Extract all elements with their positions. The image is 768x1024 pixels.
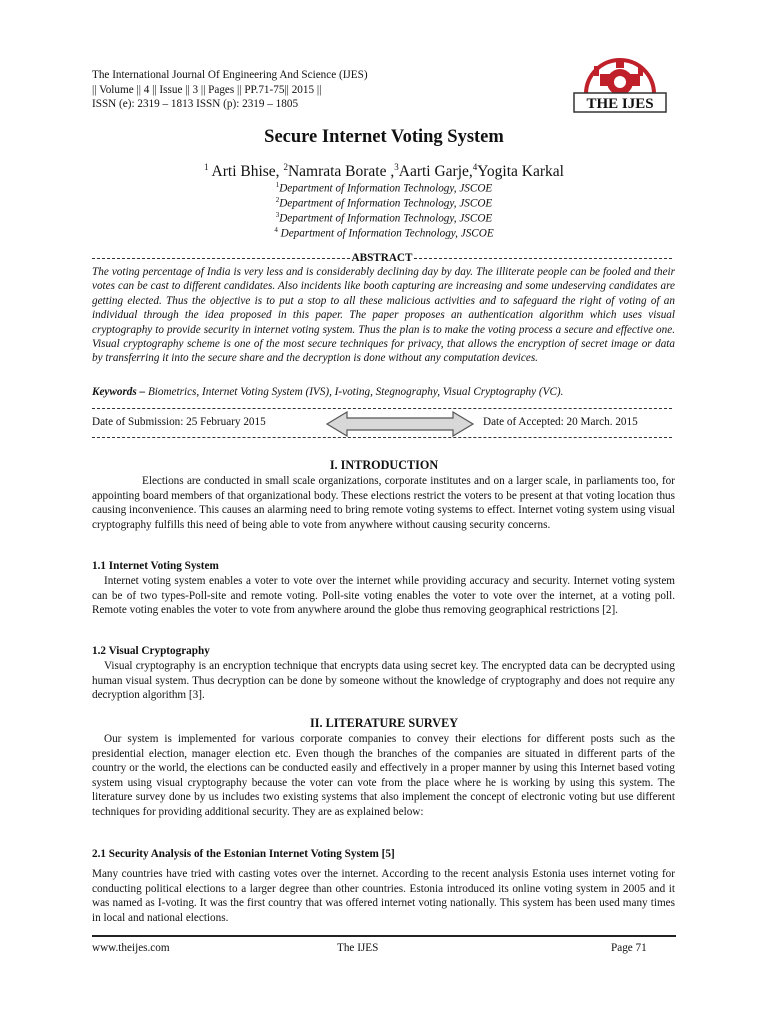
ijes-logo: [572, 52, 668, 116]
subsection-heading: 1.1 Internet Voting System: [92, 560, 219, 572]
date-accepted: Date of Accepted: 20 March. 2015: [483, 416, 638, 428]
abstract-heading: ABSTRACT: [351, 252, 413, 264]
vc-paragraph: Visual cryptography is an encryption technique that encrypts data using secret key. The encrypted data can be decrypted using human visual system. Thus decryption can be done by someone without the knowledge of cryptography and does not require any decryption algorithm [3].: [92, 660, 675, 702]
footer-rule: [92, 935, 676, 937]
ijes-logo-graphic: [572, 52, 668, 116]
subsection-heading: 2.1 Security Analysis of the Estonian Internet Voting System [5]: [92, 848, 395, 860]
subsection-heading: 1.2 Visual Cryptography: [92, 645, 210, 657]
estonia-paragraph: Many countries have tried with casting votes over the internet. According to the recent analysis Estonia uses internet voting for conducting political elections to a larger degree than other countries. Estonia introduced its online voting system in 2005 and it was named as I-voting. It was the first country that was offered internet voting nationally. This system has been used many times in local and national elections.: [92, 868, 675, 924]
author-number: 1: [204, 162, 209, 172]
footer-journal: The IJES: [337, 942, 379, 954]
author-number: 4: [472, 162, 478, 172]
affiliation: [0, 226, 768, 240]
abstract-text: The voting percentage of India is very less and is considerably declining day by day. The illiterate people can be fooled and their votes can be cast to different candidates. Also incidents like booth capturing are increasing and some undeserving candidates are getting elected. Thus the objective is to put a stop to all these malicious activities and to safeguard the right of voting of an individual through the idea proposed in this paper. The paper proposes an authentication algorithm which uses visual cryptography to provide security in internet voting system. Thus the plan is to make the voting process a secure and effective one. Visual cryptography scheme is one of the most secure techniques for privacy, that allows the encryption of secret image or data by transferring it into the secure share and the decryption is done without any computation devices.: [92, 266, 675, 365]
affiliation: [0, 181, 768, 195]
affiliation-text: Department of Information Technology, JSCOE: [277, 227, 494, 240]
dashed-rule: [92, 437, 672, 438]
keywords-text: Biometrics, Internet Voting System (IVS), I-voting, Stegnography, Visual Cryptography (VC).: [145, 386, 564, 398]
abstract-divider: [92, 251, 672, 265]
affiliation-number: 4: [274, 226, 278, 234]
author-number: 3: [394, 162, 399, 172]
author-name: Arti Bhise,: [208, 163, 284, 181]
paper-title: Secure Internet Voting System: [264, 127, 504, 147]
logo-text: THE IJES: [586, 96, 654, 112]
author-name: Namrata Borate ,: [287, 163, 395, 181]
dashed-rule: [92, 408, 672, 409]
affiliation-text: Department of Information Technology, JSCOE: [279, 212, 493, 225]
page-number: Page 71: [611, 942, 647, 954]
affiliation-text: Department of Information Technology, JSCOE: [279, 182, 493, 195]
author-list: [0, 162, 768, 181]
affiliation-number: 3: [275, 211, 280, 219]
journal-name: The International Journal Of Engineering And Science (IJES): [92, 69, 368, 81]
affiliation: [0, 196, 768, 210]
journal-header: [92, 68, 368, 112]
author-number: 2: [283, 162, 288, 172]
author-name: Yogita Karkal: [477, 163, 564, 181]
intro-paragraph: Elections are conducted in small scale organizations, corporate institutes and on a larger scale, in parliaments too, for appointing board members of that organizational body. These elections restrict the voters to be present at that voting location thus causing inconvenience. This causes an alarming need to bring remote voting systems to effect. Internet voting system using visual cryptography fulfills this need of being able to vote from anywhere without causing security concerns.: [92, 475, 675, 531]
issn-info: ISSN (e): 2319 – 1813 ISSN (p): 2319 – 1805: [92, 98, 299, 110]
affiliation-text: Department of Information Technology, JSCOE: [279, 197, 493, 210]
date-submission: Date of Submission: 25 February 2015: [92, 416, 266, 428]
double-arrow-icon: [325, 411, 475, 437]
literature-paragraph: Our system is implemented for various corporate companies to convey their elections for different posts such as the presidential election, manager election etc. Even though the branches of the companies are situated in different parts of the country or the world, the elections can be conducted easily and effectively in a proper manner by using this Internet based voting system using visual cryptography because the voter can vote from the place where he is working by using this system. The literature survey done by us includes two existing systems that also implement the concept of electronic voting but use different techniques for providing additional security. They are as explained below:: [92, 733, 675, 818]
author-name: Aarti Garje,: [398, 163, 473, 181]
affiliation: [0, 211, 768, 225]
ivs-paragraph: Internet voting system enables a voter to vote over the internet while providing accuracy and security. Internet voting system can be of two types-Poll-site and remote voting. Poll-site voting enables the voter to vote over the internet, at a voting poll. Remote voting enables the voter to vote from anywhere around the globe thus removing geographical restrictions [2].: [92, 575, 675, 617]
affiliation-number: 1: [275, 181, 280, 189]
dashed-rule: [414, 258, 672, 259]
keywords: [92, 386, 563, 398]
dashed-rule: [92, 258, 350, 259]
affiliation-number: 2: [275, 196, 280, 204]
keywords-label: Keywords –: [92, 386, 146, 398]
footer-website: www.theijes.com: [92, 942, 170, 954]
section-heading: II. LITERATURE SURVEY: [310, 716, 458, 730]
volume-info: || Volume || 4 || Issue || 3 || Pages || PP.71-75|| 2015 ||: [92, 83, 322, 96]
section-heading: I. INTRODUCTION: [329, 458, 439, 472]
